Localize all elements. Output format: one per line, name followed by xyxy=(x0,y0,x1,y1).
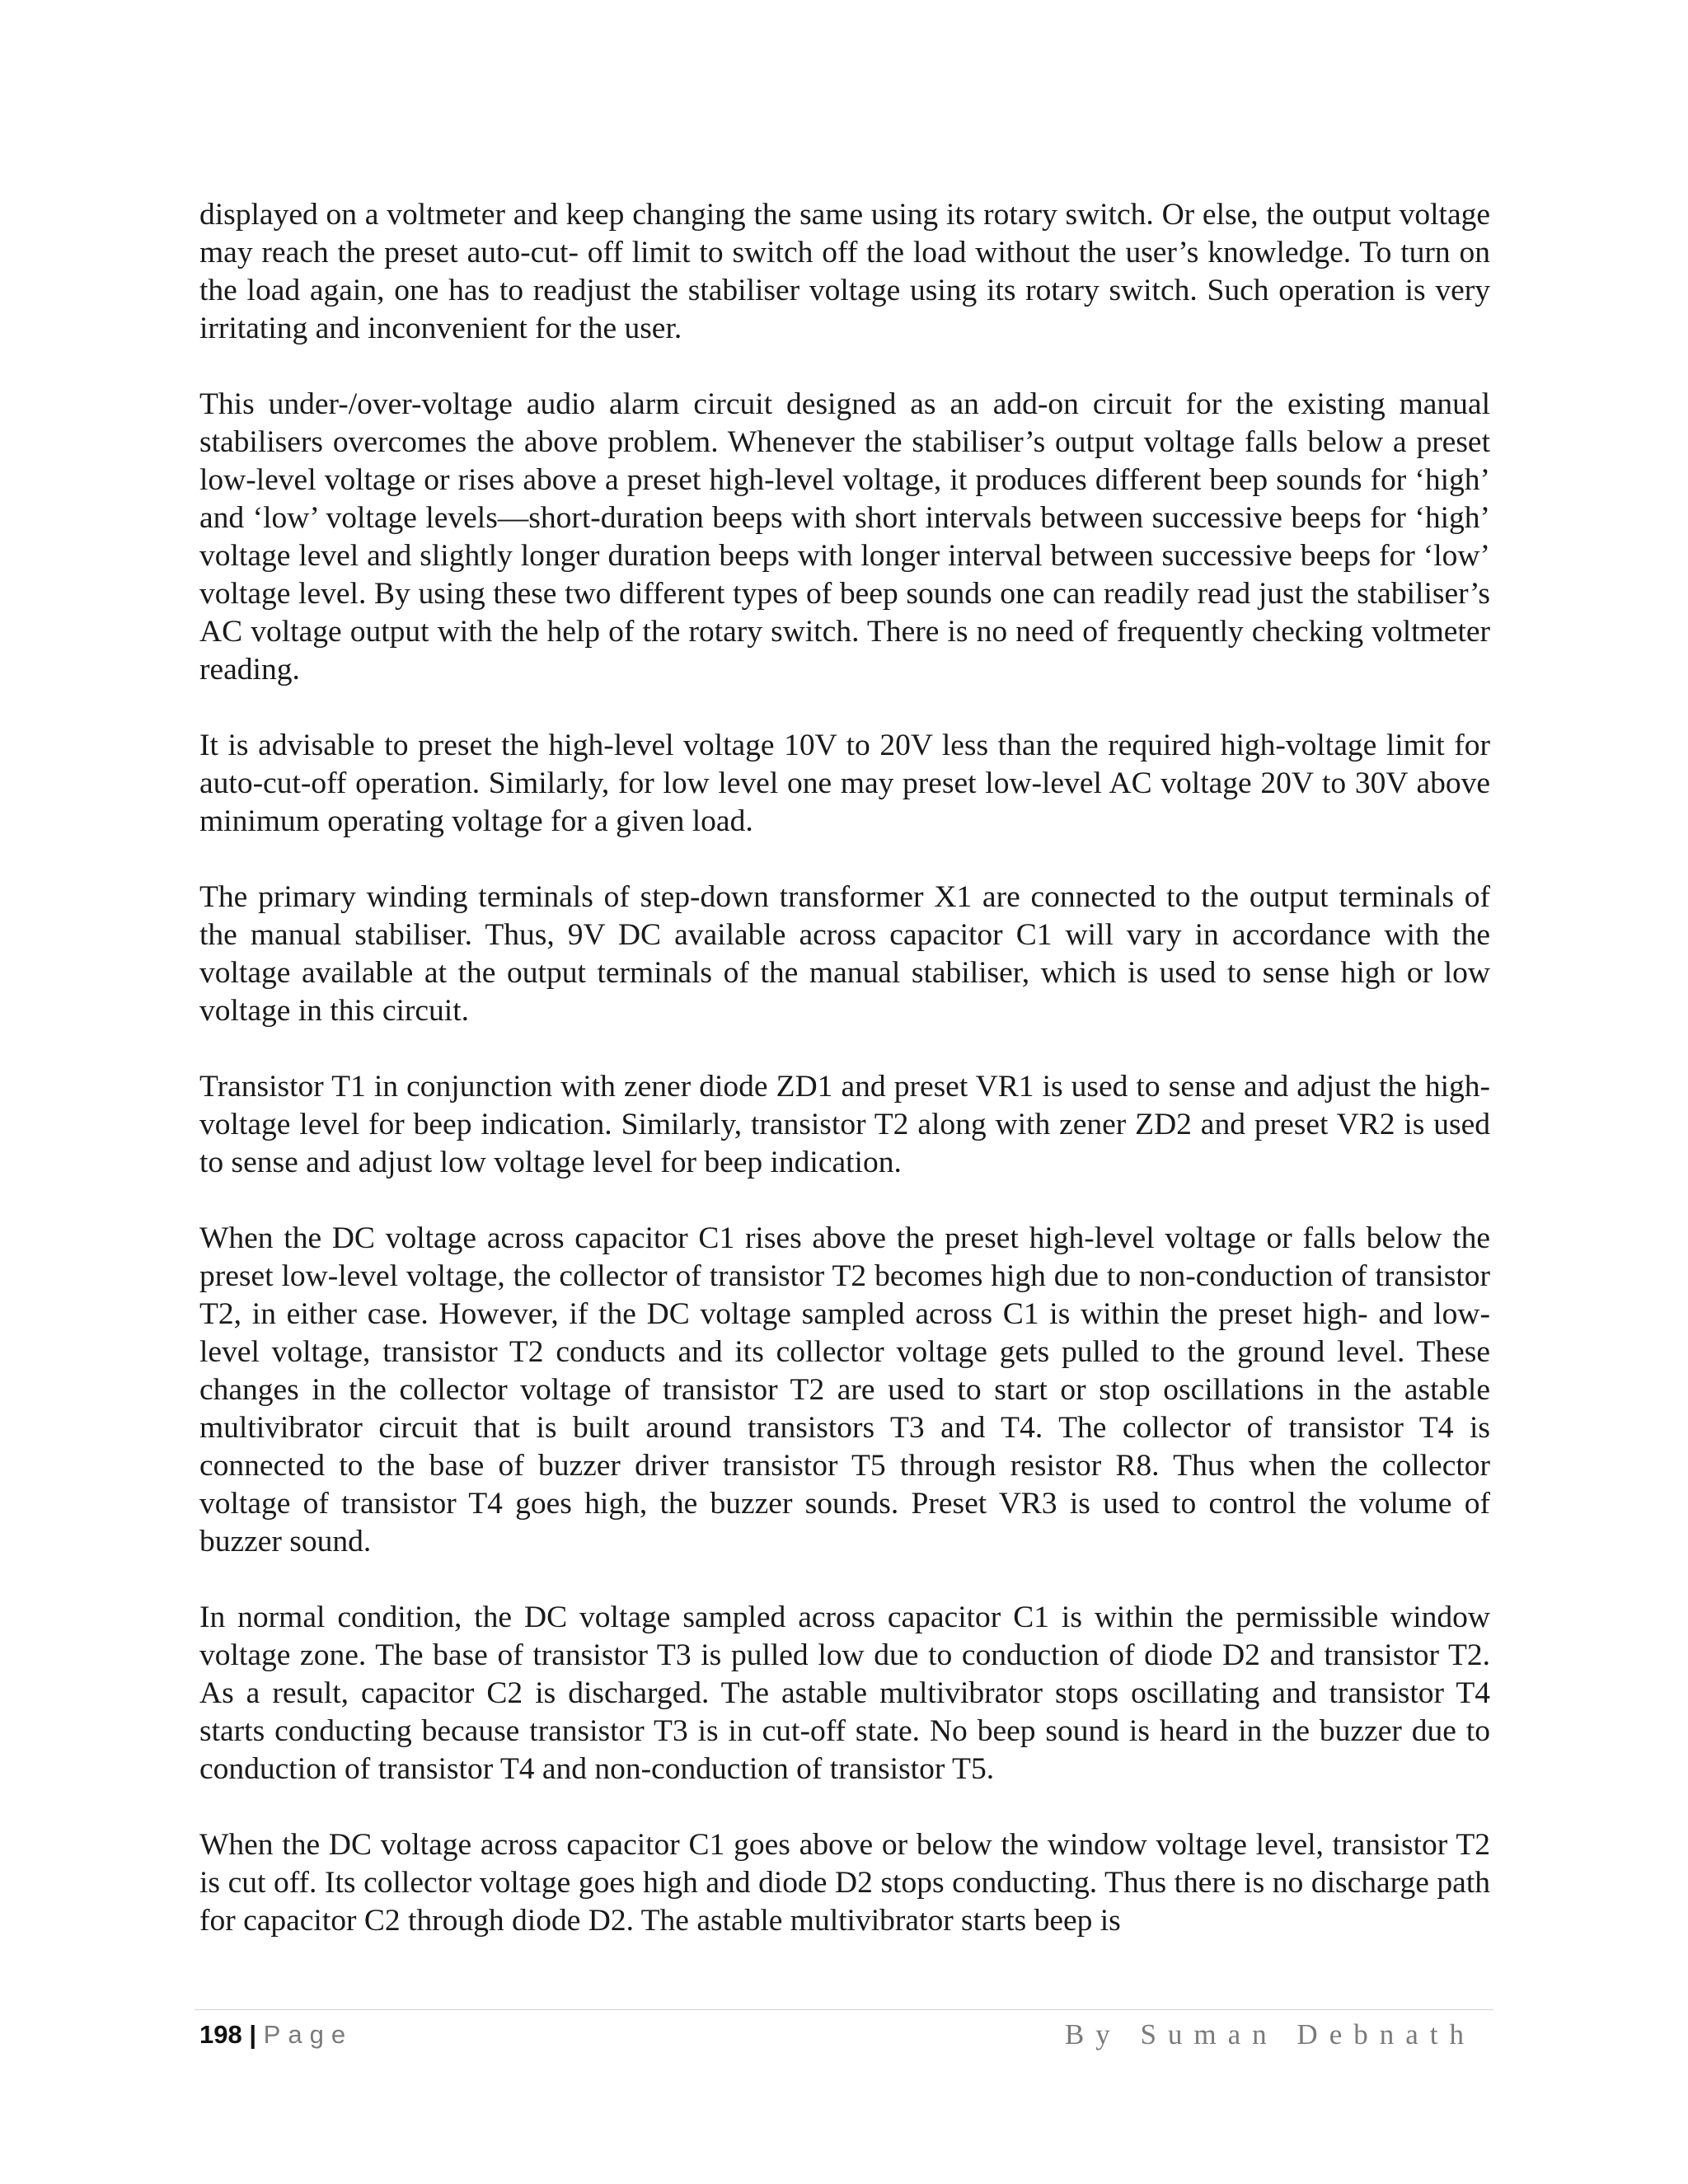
paragraph-5: Transistor T1 in conjunction with zener diode ZD1 and preset VR1 is used to sense and adjust the high-voltage level for beep indication. Similarly, transistor T2 along with zener ZD2 and preset VR2 is used to sense and adjust low voltage level for beep indication. xyxy=(199,1070,1490,1179)
footer-divider xyxy=(195,2009,1493,2010)
paragraph-1: displayed on a voltmeter and keep changing the same using its rotary switch. Or else, the output voltage may reach the preset auto-cut- off limit to switch off the load without the user’s knowledge. To turn on the load again, one has to readjust the stabiliser voltage using its rotary switch. Such operation is very irritating and inconvenient for the user. xyxy=(199,198,1490,345)
page-footer-number xyxy=(199,2017,353,2053)
page-number: 198 xyxy=(199,2020,242,2049)
paragraph-4: The primary winding terminals of step-down transformer X1 are connected to the output terminals of the manual stabiliser. Thus, 9V DC available across capacitor C1 will vary in accordance with the voltage available at the output terminals of the manual stabiliser, which is used to sense high or low voltage in this circuit. xyxy=(199,880,1490,1028)
paragraph-8: When the DC voltage across capacitor C1 goes above or below the window voltage level, transistor T2 is cut off. Its collector voltage goes high and diode D2 stops conducting. Thus there is no discharge path for capacitor C2 through diode D2. The astable multivibrator starts beep is xyxy=(199,1828,1490,1938)
body-text xyxy=(199,196,1490,1940)
footer-author: By Suman Debnath xyxy=(1064,2018,1475,2050)
paragraph-6: When the DC voltage across capacitor C1 rises above the preset high-level voltage or falls below the preset low-level voltage, the collector of transistor T2 becomes high due to non-conduction of transistor T2, in either case. However, if the DC voltage sampled across C1 is within the preset high- and low-level voltage, transistor T2 conducts and its collector voltage gets pulled to the ground level. These changes in the collector voltage of transistor T2 are used to start or stop oscillations in the astable multivibrator circuit that is built around transistors T3 and T4. The collector of transistor T4 is connected to the base of buzzer driver transistor T5 through resistor R8. Thus when the collector voltage of transistor T4 goes high, the buzzer sounds. Preset VR3 is used to control the volume of buzzer sound. xyxy=(199,1221,1490,1558)
footer-separator: | xyxy=(249,2020,257,2049)
paragraph-2: This under-/over-voltage audio alarm circuit designed as an add-on circuit for the existing manual stabilisers overcomes the above problem. Whenever the stabiliser’s output voltage falls below a preset low-level voltage or rises above a preset high-level voltage, it produces different beep sounds for ‘high’ and ‘low’ voltage levels—short-duration beeps with short intervals between successive beeps for ‘high’ voltage level and slightly longer duration beeps with longer interval between successive beeps for ‘low’ voltage level. By using these two different types of beep sounds one can readily read just the stabiliser’s AC voltage output with the help of the rotary switch. There is no need of frequently checking voltmeter reading. xyxy=(199,387,1490,687)
paragraph-7: In normal condition, the DC voltage sampled across capacitor C1 is within the permissible window voltage zone. The base of transistor T3 is pulled low due to conduction of diode D2 and transistor T2. As a result, capacitor C2 is discharged. The astable multivibrator stops oscillating and transistor T4 starts conducting because transistor T3 is in cut-off state. No beep sound is heard in the buzzer due to conduction of transistor T4 and non-conduction of transistor T5. xyxy=(199,1601,1490,1786)
page-label: Page xyxy=(263,2020,354,2049)
paragraph-3: It is advisable to preset the high-level voltage 10V to 20V less than the required high-voltage limit for auto-cut-off operation. Similarly, for low level one may preset low-level AC voltage 20V to 30V above minimum operating voltage for a given load. xyxy=(199,729,1490,838)
